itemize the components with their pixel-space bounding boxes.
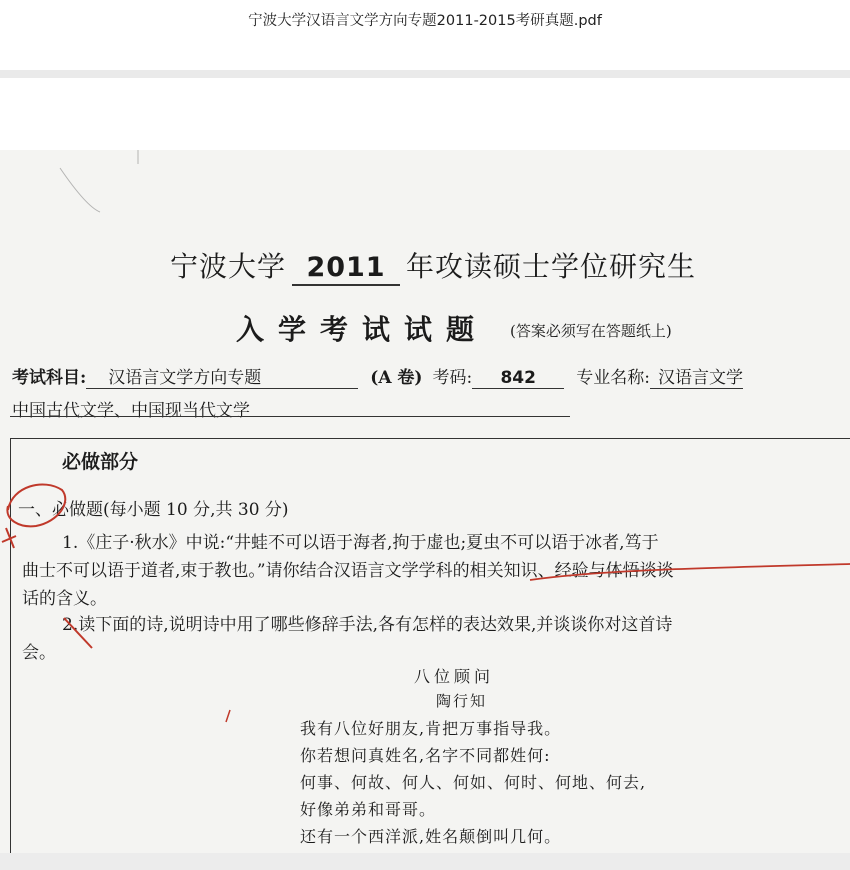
poem-line: 我有八位好朋友,肯把万事指导我。 <box>300 719 562 738</box>
viewer-header <box>0 0 850 70</box>
exam-subtitle: 入学考试试题 <box>236 313 489 346</box>
major-label: 专业名称: <box>576 368 650 388</box>
major-value: 汉语言文学 <box>650 363 743 389</box>
q1-line-1: 1.《庄子·秋水》中说:“井蛙不可以语于海者,拘于虚也;夏虫不可以语于冰者,笃于 <box>62 533 659 553</box>
question-header: 一、必做题(每小题 10 分,共 30 分) <box>18 500 289 520</box>
answer-note: (答案必须写在答题纸上) <box>510 322 672 340</box>
major-line-2: 中国古代文学、中国现当代文学 <box>12 401 250 421</box>
section-title: 必做部分 <box>62 451 139 473</box>
code-value: 842 <box>472 368 564 389</box>
info-underline <box>10 416 570 417</box>
subject-label: 考试科目: <box>12 368 87 388</box>
subject-value: 汉语言文学方向专题 <box>86 363 358 389</box>
exam-year: 2011 <box>292 252 400 286</box>
q1-line-2: 曲士不可以语于道者,束于教也。”请你结合汉语言文学学科的相关知识、经验与体悟谈谈 <box>22 561 674 581</box>
poem-line: 你若想问真姓名,名字不同都姓何: <box>300 746 551 765</box>
poem-author: 陶行知 <box>436 692 488 710</box>
poem-line: 还有一个西洋派,姓名颠倒叫几何。 <box>300 827 562 846</box>
code-label: 考码: <box>432 368 473 388</box>
university-name: 宁波大学 <box>170 250 287 283</box>
header-divider <box>0 70 850 78</box>
q2-line-1: 2.读下面的诗,说明诗中用了哪些修辞手法,各有怎样的表达效果,并谈谈你对这首诗 <box>62 615 673 635</box>
q2-line-2: 会。 <box>22 643 56 663</box>
exam-title <box>170 245 696 286</box>
poem-title: 八位顾问 <box>414 667 495 686</box>
paper-label: (A 卷) <box>370 368 423 388</box>
poem-line: 好像弟弟和哥哥。 <box>300 800 437 819</box>
document-title: 宁波大学汉语言文学方向专题2011-2015考研真题.pdf <box>248 13 602 29</box>
pdf-page[interactable] <box>0 150 850 853</box>
q1-line-3: 话的含义。 <box>22 589 107 609</box>
poem-line: 何事、何故、何人、何如、何时、何地、何去, <box>300 773 647 792</box>
subject-info-line <box>12 363 743 389</box>
title-suffix: 年攻读硕士学位研究生 <box>406 250 697 283</box>
scan-marks <box>60 150 138 212</box>
viewer-bottom-bar <box>0 853 850 870</box>
